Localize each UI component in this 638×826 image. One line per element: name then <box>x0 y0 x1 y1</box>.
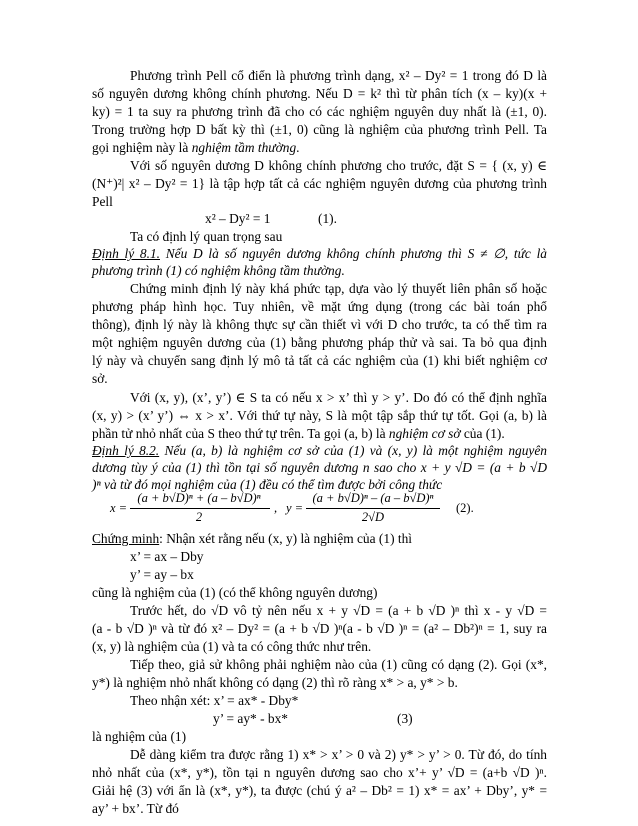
formula-y-numerator: (a + b√D)ⁿ – (a – b√D)ⁿ <box>312 491 434 505</box>
paragraph-line: Ta có định lý quan trọng sau <box>130 229 283 244</box>
paragraph-line: cũng là nghiệm của (1) (có thể không nguyên dương) <box>92 585 378 600</box>
paragraph-line: Với (x, y), (x’, y’) ∈ S ta có nếu x > x’ thì y > y’. Do đó có thể định nghĩa <box>130 390 547 405</box>
paragraph-line: y*) là nghiệm nhỏ nhất không có dạng (2) thì rõ ràng x* > a, y* > b. <box>92 675 458 690</box>
equation-line: x’ = ax – Dby <box>130 549 204 564</box>
paragraph-line: (a - b √D )ⁿ và từ đó x² – Dy² = (a + b √D )ⁿ(a - b √D )ⁿ = (a² – Db²)ⁿ = 1, suy ra <box>92 621 547 636</box>
theorem-8-1: Định lý 8.1. Nếu D là số nguyên dương không chính phương thì S ≠ ∅, tức là <box>92 246 547 261</box>
paragraph-line: (x, y) > (x’ y’) ⇔ x > x’. Với thứ tự này, S là một tập sắp thứ tự tốt. Gọi (a, b) là <box>92 408 547 423</box>
italic-term: nghiệm tầm thường <box>191 140 297 155</box>
paragraph-line: Dễ dàng kiểm tra được rằng 1) x* > x’ > 0 và 2) y* > y’ > 0. Từ đó, do tính <box>130 747 547 762</box>
equation-line: Theo nhận xét: x’ = ax* - Dby* <box>130 693 299 708</box>
paragraph-line: ay’ + bx’. Từ đó <box>92 801 179 816</box>
equation-1: x² – Dy² = 1 <box>205 211 271 226</box>
paragraph-line: Phương trình Pell cổ điển là phương trình dạng, x² – Dy² = 1 trong đó D là <box>130 68 547 83</box>
equation-line: y’ = ay* - bx* <box>213 711 288 726</box>
paragraph-line: Với số nguyên dương D không chính phương cho trước, đặt S = { (x, y) ∈ <box>130 158 547 173</box>
fraction-bar <box>306 508 440 509</box>
paragraph-line: Trong trường hợp D bất kỳ thì (±1, 0) cũng là nghiệm của phương trình Pell. Ta <box>92 122 547 137</box>
paragraph-line: Tiếp theo, giả sử không phải nghiệm nào của (1) cũng có dạng (2). Gọi (x*, <box>130 657 547 672</box>
paragraph-line: thông), định lý này là không thực sự cần thiết vì với D cho trước, ta có thể tìm ra <box>92 317 547 332</box>
paragraph-line: Pell <box>92 194 113 209</box>
paragraph-line: số nguyên dương không chính phương. Nếu D = k² thì từ phân tích (x – ky)(x + <box>92 86 547 101</box>
theorem-label: Định lý 8.1. <box>92 246 160 261</box>
paragraph-line: (x, y) là nghiệm của (1) và ta có công thức như trên. <box>92 639 372 654</box>
paragraph-line: sở. <box>92 371 108 386</box>
formula-tag: (2). <box>456 501 474 515</box>
formula-y-lhs: y = <box>286 501 304 515</box>
equation-number: (1). <box>318 211 337 226</box>
theorem-8-2: Định lý 8.2. Nếu (a, b) là nghiệm cơ sở của (1) và (x, y) là một nghiệm nguyên <box>92 443 547 458</box>
proof-heading-line: Chứng minh: Nhận xét rằng nếu (x, y) là nghiệm của (1) thì <box>92 531 413 546</box>
theorem-label: Định lý 8.2. <box>92 443 160 458</box>
theorem-line: phương trình (1) có nghiệm không tầm thường. <box>92 263 345 278</box>
equation-number: (3) <box>397 711 413 726</box>
formula-x-lhs: x = <box>110 501 128 515</box>
fraction-bar <box>130 508 270 509</box>
formula-x-denominator: 2 <box>195 510 203 524</box>
formula-y-denominator: 2√D <box>361 510 385 524</box>
paragraph-line: ky) = 1 ta suy ra phương trình đã cho có các nghiệm nguyên duy nhất là (±1, 0). <box>92 104 547 119</box>
paragraph-line: Trước hết, do √D vô tỷ nên nếu x + y √D = (a + b √D )ⁿ thì x - y √D = <box>130 603 547 618</box>
proof-label: Chứng minh <box>92 531 160 546</box>
paragraph-line: (N⁺)²| x² – Dy² = 1} là tập hợp tất cả các nghiệm nguyên dương của phương trình <box>92 176 547 191</box>
paragraph-line: Chứng minh định lý này khá phức tạp, dựa vào lý thuyết liên phân số hoặc <box>130 281 547 296</box>
paragraph-line: phương pháp hình học. Tuy nhiên, về mặt ứng dụng (trong các bài toán phổ <box>92 299 547 314</box>
paragraph-line: gọi nghiệm này là nghiệm tầm thường. <box>92 140 300 155</box>
paragraph-line: nhỏ nhất của (x*, y*), tồn tại n nguyên dương sao cho x’+ y’ √D = (a+b √D )ⁿ. <box>92 765 547 780</box>
equation-line: y’ = ay – bx <box>130 567 194 582</box>
theorem-line: )ⁿ và từ đó mọi nghiệm của (1) đều có thể tìm được bởi công thức <box>92 477 443 492</box>
paragraph-line: lý này và chuyển sang định lý mô tả tất cả các nghiệm của (1) khi biết nghiệm cơ <box>92 353 547 368</box>
formula-x-numerator: (a + b√D)ⁿ + (a – b√D)ⁿ <box>137 491 261 505</box>
paragraph-line: Giải hệ (3) với ẩn là (x*, y*), ta được (chú ý a² – Db² = 1) x* = ax’ + Dby’, y* = <box>92 783 547 798</box>
paragraph-line: là nghiệm của (1) <box>92 729 187 744</box>
paragraph-line: một nghiệm nguyên dương của (1) bằng phương pháp thử và sai. Ta bỏ qua định <box>92 335 547 350</box>
italic-term: nghiệm cơ sở <box>388 426 461 441</box>
formula-separator: , <box>274 501 278 515</box>
theorem-line: dương tùy ý của (1) thì tồn tại số nguyên dương n sao cho x + y √D = (a + b √D <box>92 460 547 475</box>
paragraph-line: phần tử nhỏ nhất của S theo thứ tự trên. Ta gọi (a, b) là nghiệm cơ sở của (1). <box>92 426 505 441</box>
